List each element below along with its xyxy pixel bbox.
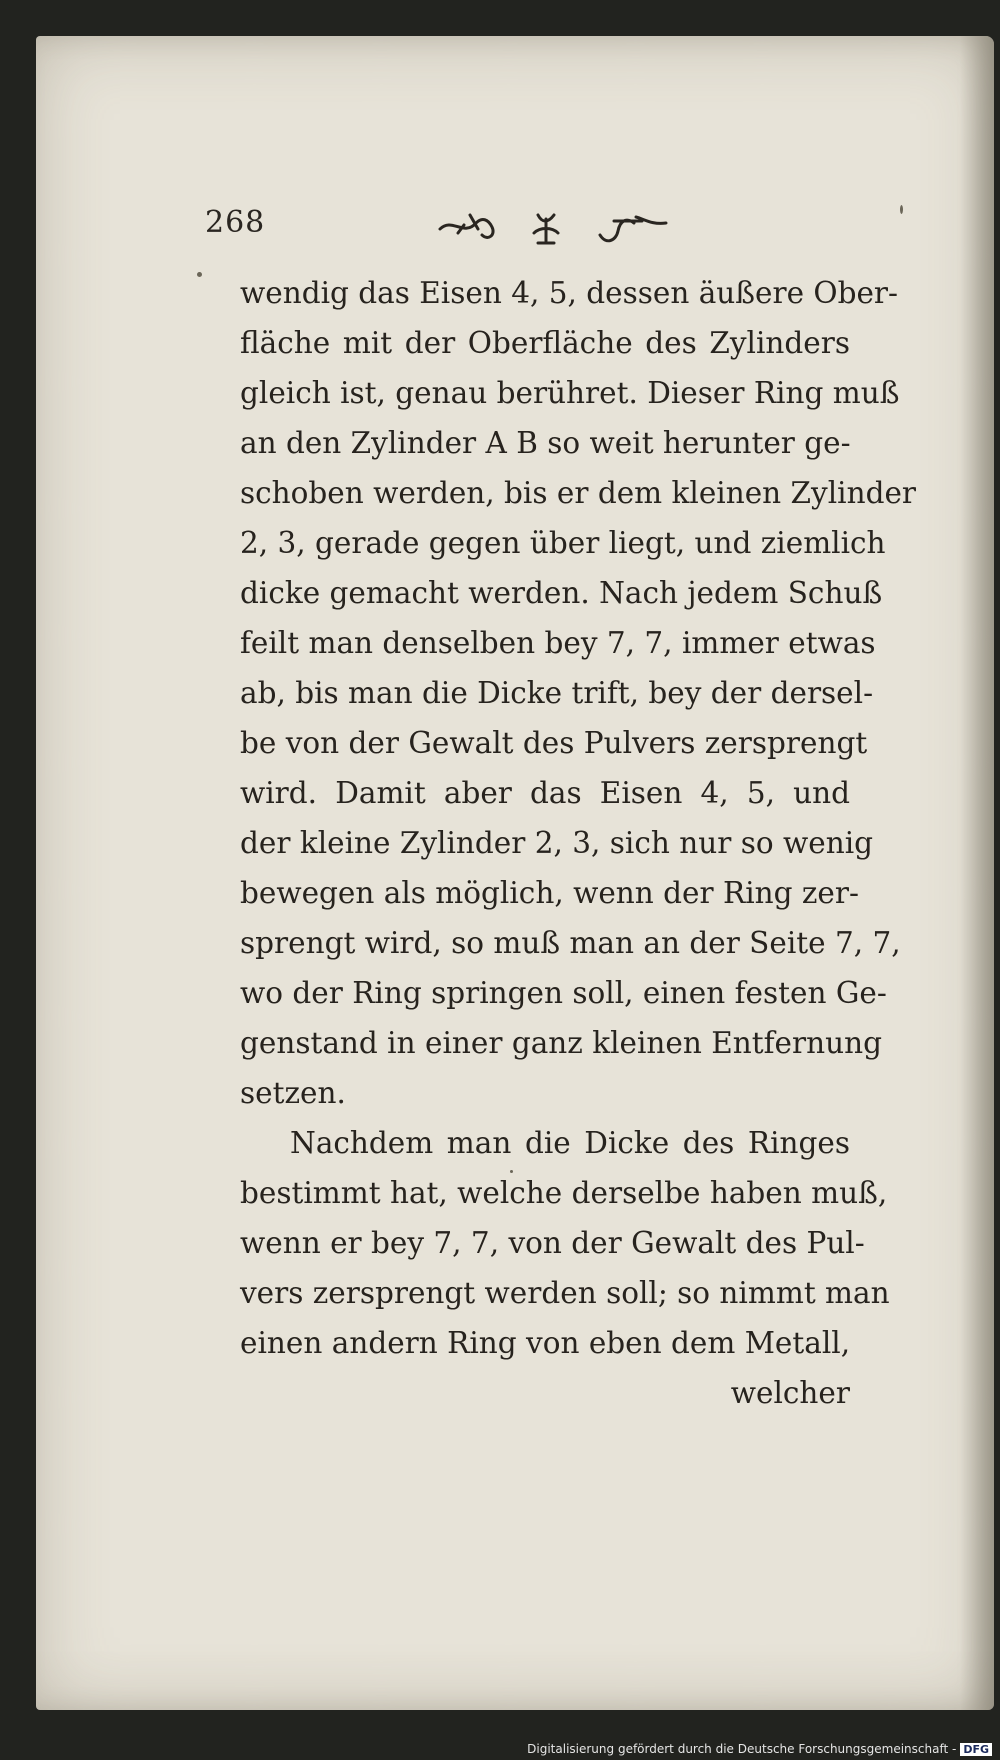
text-line: feilt man denselben bey 7, 7, immer etwas: [240, 626, 876, 660]
text-line: an den Zylinder A B so weit herunter ge-: [240, 426, 851, 460]
printer-ornament-icon: [430, 205, 680, 251]
credit-text: Digitalisierung gefördert durch die Deutsche Forschungsgemeinschaft -: [527, 1742, 957, 1756]
text-line: sprengt wird, so muß man an der Seite 7, 7,: [240, 926, 901, 960]
dfg-logo: DFG: [960, 1743, 992, 1756]
paper-speck: [510, 1170, 513, 1173]
body-text: [240, 268, 917, 1418]
paragraph-first-line: Nachdem man die Dicke des Ringes: [290, 1126, 850, 1160]
text-line: vers zersprengt werden soll; so nimmt man: [240, 1276, 890, 1310]
text-line: der kleine Zylinder 2, 3, sich nur so wenig: [240, 826, 874, 860]
text-line: setzen.: [240, 1076, 346, 1110]
page-number: 268: [205, 205, 266, 240]
text-line: wo der Ring springen soll, einen festen Ge-: [240, 976, 887, 1010]
text-line: genstand in einer ganz kleinen Entfernung: [240, 1026, 882, 1060]
paper-speck: [900, 205, 903, 214]
text-line: bestimmt hat, welche derselbe haben muß,: [240, 1176, 888, 1210]
text-line: einen andern Ring von eben dem Metall,: [240, 1326, 851, 1360]
text-line: fläche mit der Oberfläche des Zylinders: [240, 326, 850, 360]
text-line: dicke gemacht werden. Nach jedem Schuß: [240, 576, 883, 610]
text-line: bewegen als möglich, wenn der Ring zer-: [240, 876, 859, 910]
text-line: gleich ist, genau berühret. Dieser Ring muß: [240, 376, 900, 410]
catchword: welcher: [730, 1376, 850, 1410]
page-edge-shadow: [960, 36, 994, 1710]
text-line: be von der Gewalt des Pulvers zersprengt: [240, 726, 868, 760]
digitization-credit: [0, 1742, 1000, 1756]
text-line: 2, 3, gerade gegen über liegt, und ziemlich: [240, 526, 886, 560]
page-header: [205, 205, 845, 255]
text-line: schoben werden, bis er dem kleinen Zylinder: [240, 476, 917, 510]
text-line: wenn er bey 7, 7, von der Gewalt des Pul-: [240, 1226, 865, 1260]
text-line: wendig das Eisen 4, 5, dessen äußere Ober-: [240, 276, 899, 310]
text-line: ab, bis man die Dicke trift, bey der dersel-: [240, 676, 874, 710]
paper-speck: [197, 272, 202, 277]
text-line: wird. Damit aber das Eisen 4, 5, und: [240, 776, 850, 810]
